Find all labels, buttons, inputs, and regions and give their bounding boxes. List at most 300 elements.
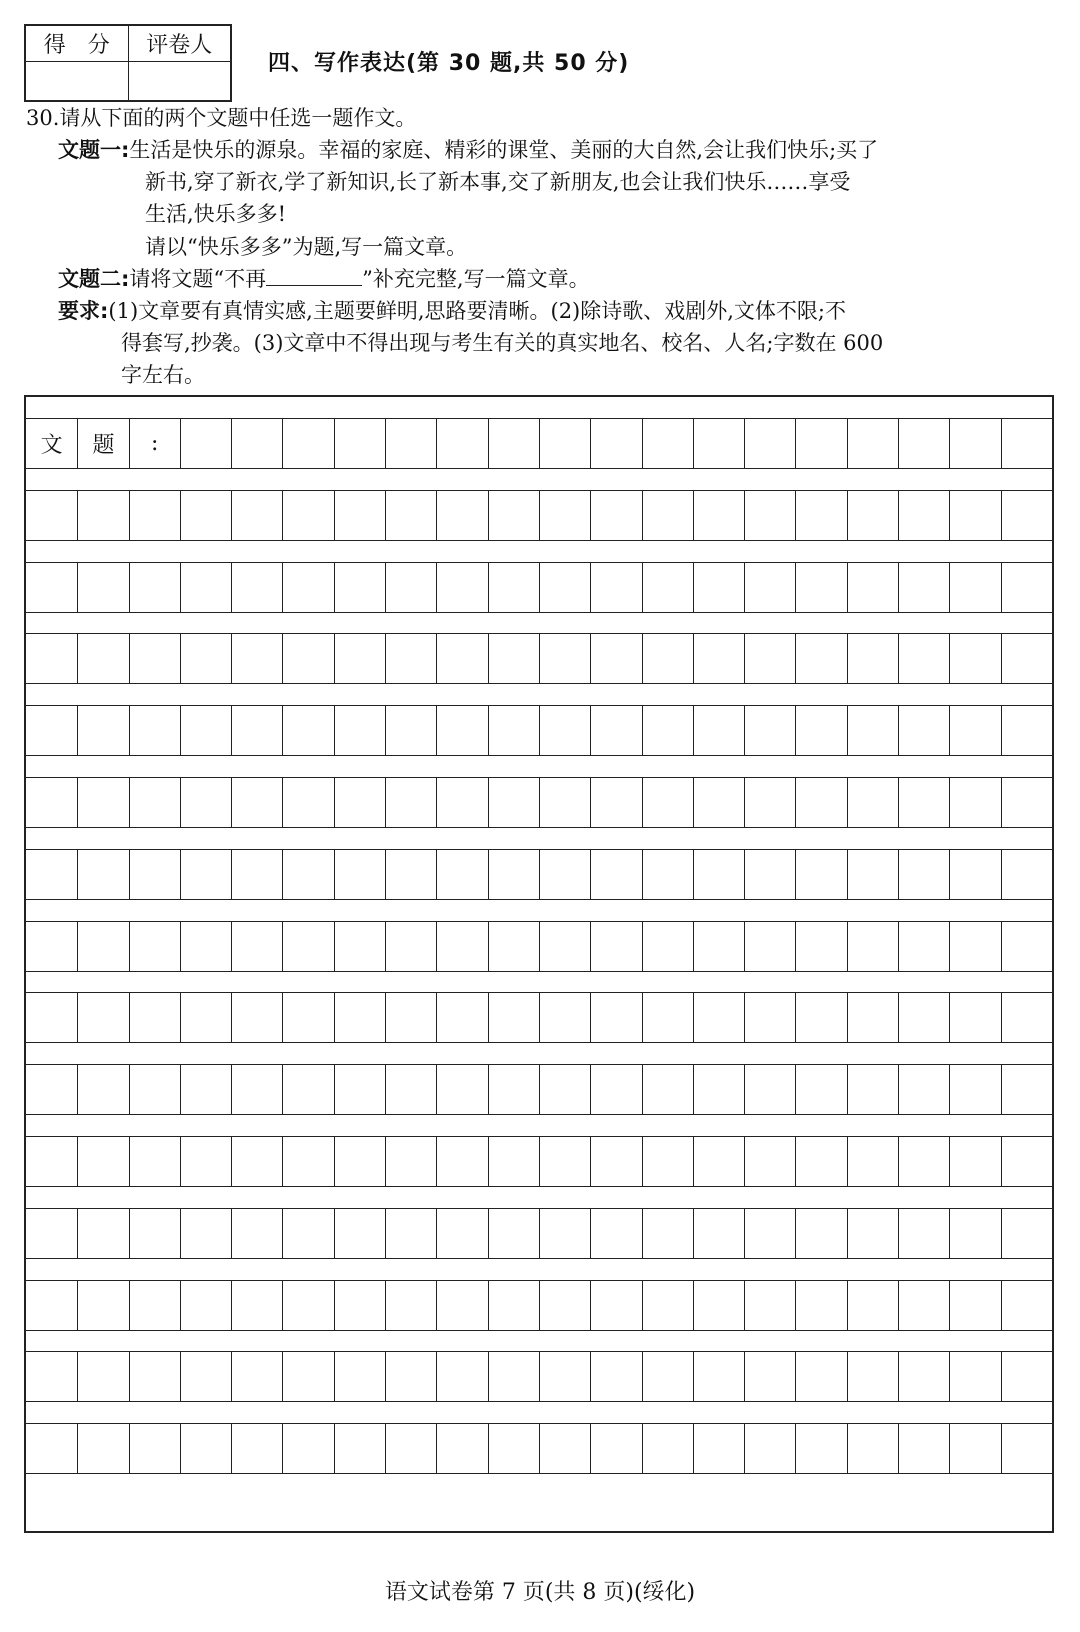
- writing-cell[interactable]: [436, 850, 487, 899]
- writing-row[interactable]: [26, 921, 1052, 972]
- writing-cell[interactable]: [898, 778, 949, 827]
- writing-cell[interactable]: [949, 1281, 1000, 1330]
- writing-cell[interactable]: [282, 706, 333, 755]
- writing-cell[interactable]: [129, 634, 180, 683]
- writing-cell[interactable]: [282, 1352, 333, 1401]
- writing-row[interactable]: [26, 705, 1052, 756]
- title-cell[interactable]: [334, 419, 385, 468]
- title-cell[interactable]: [282, 419, 333, 468]
- writing-cell[interactable]: [1001, 1137, 1052, 1186]
- writing-cell[interactable]: [129, 563, 180, 612]
- writing-cell[interactable]: [898, 922, 949, 971]
- writing-cell[interactable]: [26, 1281, 77, 1330]
- writing-cell[interactable]: [795, 993, 846, 1042]
- writing-cell[interactable]: [436, 491, 487, 540]
- writing-row[interactable]: [26, 1351, 1052, 1402]
- writing-cell[interactable]: [949, 1424, 1000, 1473]
- writing-cell[interactable]: [642, 706, 693, 755]
- writing-cell[interactable]: [488, 491, 539, 540]
- writing-grid[interactable]: [24, 395, 1054, 1533]
- writing-cell[interactable]: [488, 850, 539, 899]
- writing-cell[interactable]: [590, 491, 641, 540]
- writing-cell[interactable]: [590, 1209, 641, 1258]
- writing-cell[interactable]: [847, 1281, 898, 1330]
- writing-cell[interactable]: [385, 1352, 436, 1401]
- writing-cell[interactable]: [539, 563, 590, 612]
- writing-cell[interactable]: [744, 634, 795, 683]
- writing-cell[interactable]: [795, 1352, 846, 1401]
- writing-cell[interactable]: [642, 993, 693, 1042]
- writing-cell[interactable]: [26, 1424, 77, 1473]
- writing-cell[interactable]: [898, 850, 949, 899]
- writing-cell[interactable]: [693, 1209, 744, 1258]
- writing-cell[interactable]: [847, 1424, 898, 1473]
- writing-cell[interactable]: [949, 922, 1000, 971]
- writing-cell[interactable]: [1001, 993, 1052, 1042]
- writing-cell[interactable]: [539, 850, 590, 899]
- writing-cell[interactable]: [129, 706, 180, 755]
- writing-row[interactable]: [26, 849, 1052, 900]
- writing-cell[interactable]: [77, 922, 128, 971]
- writing-row[interactable]: [26, 490, 1052, 541]
- score-input-cell[interactable]: [25, 62, 128, 102]
- writing-cell[interactable]: [436, 1352, 487, 1401]
- writing-cell[interactable]: [539, 778, 590, 827]
- writing-cell[interactable]: [488, 778, 539, 827]
- writing-cell[interactable]: [744, 563, 795, 612]
- writing-cell[interactable]: [744, 706, 795, 755]
- writing-cell[interactable]: [949, 993, 1000, 1042]
- writing-cell[interactable]: [898, 1137, 949, 1186]
- writing-cell[interactable]: [231, 706, 282, 755]
- writing-row[interactable]: [26, 992, 1052, 1043]
- writing-cell[interactable]: [282, 778, 333, 827]
- writing-cell[interactable]: [385, 1424, 436, 1473]
- writing-cell[interactable]: [385, 993, 436, 1042]
- writing-cell[interactable]: [744, 1281, 795, 1330]
- writing-cell[interactable]: [231, 850, 282, 899]
- writing-cell[interactable]: [590, 922, 641, 971]
- writing-cell[interactable]: [847, 922, 898, 971]
- writing-cell[interactable]: [539, 1137, 590, 1186]
- writing-cell[interactable]: [693, 1352, 744, 1401]
- writing-cell[interactable]: [282, 1424, 333, 1473]
- writing-cell[interactable]: [77, 1137, 128, 1186]
- writing-cell[interactable]: [282, 491, 333, 540]
- writing-cell[interactable]: [795, 1137, 846, 1186]
- writing-cell[interactable]: [795, 563, 846, 612]
- writing-cell[interactable]: [77, 1209, 128, 1258]
- writing-cell[interactable]: [898, 1281, 949, 1330]
- writing-cell[interactable]: [642, 634, 693, 683]
- writing-cell[interactable]: [693, 491, 744, 540]
- writing-cell[interactable]: [385, 1209, 436, 1258]
- writing-cell[interactable]: [282, 850, 333, 899]
- writing-cell[interactable]: [642, 1209, 693, 1258]
- writing-cell[interactable]: [334, 922, 385, 971]
- writing-cell[interactable]: [949, 706, 1000, 755]
- writing-cell[interactable]: [282, 1281, 333, 1330]
- writing-cell[interactable]: [26, 1352, 77, 1401]
- writing-cell[interactable]: [590, 850, 641, 899]
- writing-cell[interactable]: [334, 491, 385, 540]
- writing-cell[interactable]: [129, 1209, 180, 1258]
- writing-cell[interactable]: [642, 850, 693, 899]
- writing-cell[interactable]: [77, 1424, 128, 1473]
- writing-cell[interactable]: [590, 1352, 641, 1401]
- writing-cell[interactable]: [385, 706, 436, 755]
- writing-cell[interactable]: [385, 1137, 436, 1186]
- writing-cell[interactable]: [180, 1065, 231, 1114]
- writing-cell[interactable]: [590, 1137, 641, 1186]
- writing-cell[interactable]: [77, 993, 128, 1042]
- writing-cell[interactable]: [590, 778, 641, 827]
- writing-cell[interactable]: [693, 993, 744, 1042]
- writing-cell[interactable]: [26, 922, 77, 971]
- writing-row[interactable]: [26, 633, 1052, 684]
- writing-cell[interactable]: [642, 1352, 693, 1401]
- title-cell[interactable]: [385, 419, 436, 468]
- title-cell[interactable]: [180, 419, 231, 468]
- writing-cell[interactable]: [180, 634, 231, 683]
- writing-cell[interactable]: [795, 1281, 846, 1330]
- writing-cell[interactable]: [231, 1424, 282, 1473]
- writing-row[interactable]: [26, 1423, 1052, 1474]
- writing-cell[interactable]: [539, 1281, 590, 1330]
- title-cell[interactable]: [642, 419, 693, 468]
- writing-cell[interactable]: [795, 1424, 846, 1473]
- writing-cell[interactable]: [180, 491, 231, 540]
- writing-cell[interactable]: [26, 778, 77, 827]
- writing-cell[interactable]: [385, 778, 436, 827]
- writing-cell[interactable]: [26, 706, 77, 755]
- writing-cell[interactable]: [539, 1209, 590, 1258]
- writing-cell[interactable]: [949, 1065, 1000, 1114]
- writing-cell[interactable]: [436, 563, 487, 612]
- writing-cell[interactable]: [129, 1352, 180, 1401]
- writing-cell[interactable]: [693, 1137, 744, 1186]
- writing-cell[interactable]: [949, 1137, 1000, 1186]
- writing-cell[interactable]: [231, 563, 282, 612]
- writing-cell[interactable]: [180, 993, 231, 1042]
- writing-cell[interactable]: [488, 1137, 539, 1186]
- writing-cell[interactable]: [1001, 1424, 1052, 1473]
- writing-cell[interactable]: [129, 1137, 180, 1186]
- writing-row[interactable]: [26, 562, 1052, 613]
- title-cell[interactable]: [539, 419, 590, 468]
- writing-cell[interactable]: [282, 563, 333, 612]
- writing-cell[interactable]: [847, 634, 898, 683]
- writing-cell[interactable]: [282, 1209, 333, 1258]
- writing-cell[interactable]: [180, 1137, 231, 1186]
- writing-cell[interactable]: [795, 922, 846, 971]
- writing-cell[interactable]: [231, 1065, 282, 1114]
- writing-cell[interactable]: [795, 850, 846, 899]
- writing-cell[interactable]: [334, 1065, 385, 1114]
- writing-cell[interactable]: [129, 778, 180, 827]
- writing-cell[interactable]: [795, 1065, 846, 1114]
- writing-cell[interactable]: [949, 1352, 1000, 1401]
- writing-cell[interactable]: [231, 1137, 282, 1186]
- writing-cell[interactable]: [180, 778, 231, 827]
- title-cell[interactable]: [693, 419, 744, 468]
- writing-cell[interactable]: [1001, 634, 1052, 683]
- writing-cell[interactable]: [385, 922, 436, 971]
- writing-cell[interactable]: [385, 491, 436, 540]
- writing-cell[interactable]: [180, 563, 231, 612]
- writing-cell[interactable]: [334, 1352, 385, 1401]
- writing-cell[interactable]: [180, 1352, 231, 1401]
- writing-cell[interactable]: [334, 563, 385, 612]
- writing-cell[interactable]: [847, 491, 898, 540]
- writing-cell[interactable]: [847, 1065, 898, 1114]
- writing-cell[interactable]: [693, 1281, 744, 1330]
- writing-cell[interactable]: [129, 850, 180, 899]
- writing-cell[interactable]: [385, 1281, 436, 1330]
- writing-cell[interactable]: [77, 634, 128, 683]
- writing-cell[interactable]: [129, 1281, 180, 1330]
- writing-cell[interactable]: [539, 491, 590, 540]
- writing-cell[interactable]: [26, 563, 77, 612]
- writing-cell[interactable]: [129, 922, 180, 971]
- writing-cell[interactable]: [795, 634, 846, 683]
- writing-cell[interactable]: [642, 1281, 693, 1330]
- writing-cell[interactable]: [488, 1281, 539, 1330]
- writing-cell[interactable]: [898, 563, 949, 612]
- writing-cell[interactable]: [539, 1424, 590, 1473]
- writing-cell[interactable]: [539, 1065, 590, 1114]
- writing-cell[interactable]: [744, 850, 795, 899]
- writing-cell[interactable]: [282, 1137, 333, 1186]
- writing-cell[interactable]: [590, 563, 641, 612]
- writing-cell[interactable]: [334, 778, 385, 827]
- writing-cell[interactable]: [77, 563, 128, 612]
- writing-cell[interactable]: [26, 993, 77, 1042]
- writing-cell[interactable]: [1001, 1065, 1052, 1114]
- writing-cell[interactable]: [436, 706, 487, 755]
- writing-cell[interactable]: [77, 1352, 128, 1401]
- writing-cell[interactable]: [26, 491, 77, 540]
- writing-cell[interactable]: [744, 1352, 795, 1401]
- writing-cell[interactable]: [693, 634, 744, 683]
- writing-row[interactable]: [26, 1064, 1052, 1115]
- writing-cell[interactable]: [744, 1137, 795, 1186]
- writing-cell[interactable]: [744, 1065, 795, 1114]
- writing-cell[interactable]: [539, 634, 590, 683]
- writing-cell[interactable]: [539, 993, 590, 1042]
- writing-cell[interactable]: [282, 922, 333, 971]
- writing-cell[interactable]: [1001, 1209, 1052, 1258]
- writing-cell[interactable]: [26, 1209, 77, 1258]
- writing-cell[interactable]: [488, 1065, 539, 1114]
- writing-cell[interactable]: [334, 993, 385, 1042]
- writing-cell[interactable]: [949, 634, 1000, 683]
- title-cell[interactable]: [1001, 419, 1052, 468]
- writing-cell[interactable]: [436, 922, 487, 971]
- writing-cell[interactable]: [231, 993, 282, 1042]
- writing-cell[interactable]: [847, 850, 898, 899]
- writing-cell[interactable]: [642, 778, 693, 827]
- writing-cell[interactable]: [436, 1209, 487, 1258]
- writing-cell[interactable]: [385, 563, 436, 612]
- writing-cell[interactable]: [488, 993, 539, 1042]
- writing-cell[interactable]: [590, 1281, 641, 1330]
- writing-cell[interactable]: [334, 850, 385, 899]
- writing-cell[interactable]: [1001, 563, 1052, 612]
- writing-cell[interactable]: [949, 1209, 1000, 1258]
- title-cell[interactable]: [231, 419, 282, 468]
- writing-cell[interactable]: [847, 563, 898, 612]
- writing-cell[interactable]: [231, 1209, 282, 1258]
- writing-cell[interactable]: [795, 491, 846, 540]
- writing-cell[interactable]: [847, 993, 898, 1042]
- writing-cell[interactable]: [231, 634, 282, 683]
- writing-cell[interactable]: [26, 850, 77, 899]
- writing-cell[interactable]: [129, 1065, 180, 1114]
- writing-cell[interactable]: [180, 850, 231, 899]
- writing-cell[interactable]: [693, 922, 744, 971]
- writing-cell[interactable]: [590, 706, 641, 755]
- writing-cell[interactable]: [642, 922, 693, 971]
- writing-cell[interactable]: [949, 563, 1000, 612]
- writing-cell[interactable]: [385, 634, 436, 683]
- writing-cell[interactable]: [744, 993, 795, 1042]
- writing-cell[interactable]: [847, 1352, 898, 1401]
- writing-cell[interactable]: [693, 778, 744, 827]
- title-cell[interactable]: [795, 419, 846, 468]
- writing-cell[interactable]: [488, 634, 539, 683]
- writing-cell[interactable]: [949, 850, 1000, 899]
- writing-cell[interactable]: [539, 922, 590, 971]
- writing-cell[interactable]: [436, 1424, 487, 1473]
- writing-row[interactable]: [26, 1208, 1052, 1259]
- writing-cell[interactable]: [795, 778, 846, 827]
- writing-cell[interactable]: [334, 1137, 385, 1186]
- writing-cell[interactable]: [488, 922, 539, 971]
- writing-cell[interactable]: [334, 706, 385, 755]
- writing-cell[interactable]: [77, 1281, 128, 1330]
- writing-cell[interactable]: [488, 1352, 539, 1401]
- writing-cell[interactable]: [539, 1352, 590, 1401]
- writing-cell[interactable]: [898, 491, 949, 540]
- title-cell[interactable]: [436, 419, 487, 468]
- writing-cell[interactable]: [590, 1065, 641, 1114]
- writing-cell[interactable]: [642, 1424, 693, 1473]
- writing-cell[interactable]: [488, 563, 539, 612]
- writing-row[interactable]: [26, 1280, 1052, 1331]
- writing-cell[interactable]: [77, 1065, 128, 1114]
- writing-cell[interactable]: [693, 850, 744, 899]
- title-cell[interactable]: [590, 419, 641, 468]
- writing-cell[interactable]: [282, 634, 333, 683]
- writing-cell[interactable]: [590, 1424, 641, 1473]
- writing-cell[interactable]: [334, 1424, 385, 1473]
- writing-cell[interactable]: [693, 706, 744, 755]
- writing-cell[interactable]: [693, 563, 744, 612]
- writing-cell[interactable]: [436, 993, 487, 1042]
- writing-cell[interactable]: [129, 491, 180, 540]
- writing-cell[interactable]: [1001, 778, 1052, 827]
- grader-input-cell[interactable]: [128, 62, 231, 102]
- writing-cell[interactable]: [334, 1281, 385, 1330]
- writing-cell[interactable]: [898, 1424, 949, 1473]
- title-row[interactable]: [26, 418, 1052, 469]
- writing-cell[interactable]: [77, 850, 128, 899]
- writing-cell[interactable]: [590, 993, 641, 1042]
- writing-cell[interactable]: [180, 922, 231, 971]
- title-cell[interactable]: [744, 419, 795, 468]
- writing-cell[interactable]: [642, 491, 693, 540]
- writing-cell[interactable]: [847, 1209, 898, 1258]
- writing-cell[interactable]: [744, 1424, 795, 1473]
- writing-cell[interactable]: [898, 1209, 949, 1258]
- writing-cell[interactable]: [282, 1065, 333, 1114]
- writing-cell[interactable]: [898, 634, 949, 683]
- writing-cell[interactable]: [77, 706, 128, 755]
- writing-cell[interactable]: [847, 706, 898, 755]
- writing-cell[interactable]: [744, 778, 795, 827]
- writing-cell[interactable]: [539, 706, 590, 755]
- writing-cell[interactable]: [231, 491, 282, 540]
- writing-cell[interactable]: [26, 1065, 77, 1114]
- writing-cell[interactable]: [334, 634, 385, 683]
- writing-cell[interactable]: [642, 1065, 693, 1114]
- writing-cell[interactable]: [385, 1065, 436, 1114]
- writing-cell[interactable]: [744, 491, 795, 540]
- writing-cell[interactable]: [436, 1065, 487, 1114]
- writing-cell[interactable]: [180, 1209, 231, 1258]
- writing-cell[interactable]: [744, 1209, 795, 1258]
- writing-cell[interactable]: [385, 850, 436, 899]
- writing-cell[interactable]: [334, 1209, 385, 1258]
- title-cell[interactable]: [847, 419, 898, 468]
- writing-cell[interactable]: [898, 993, 949, 1042]
- writing-cell[interactable]: [847, 778, 898, 827]
- writing-cell[interactable]: [1001, 850, 1052, 899]
- writing-cell[interactable]: [488, 1209, 539, 1258]
- writing-cell[interactable]: [488, 1424, 539, 1473]
- title-cell[interactable]: [488, 419, 539, 468]
- writing-row[interactable]: [26, 777, 1052, 828]
- writing-cell[interactable]: [231, 922, 282, 971]
- writing-cell[interactable]: [642, 1137, 693, 1186]
- writing-cell[interactable]: [1001, 706, 1052, 755]
- writing-cell[interactable]: [231, 778, 282, 827]
- title-cell[interactable]: [898, 419, 949, 468]
- writing-cell[interactable]: [436, 1281, 487, 1330]
- writing-cell[interactable]: [282, 993, 333, 1042]
- writing-cell[interactable]: [1001, 922, 1052, 971]
- writing-cell[interactable]: [693, 1424, 744, 1473]
- writing-cell[interactable]: [1001, 491, 1052, 540]
- writing-cell[interactable]: [180, 706, 231, 755]
- writing-cell[interactable]: [129, 993, 180, 1042]
- writing-cell[interactable]: [436, 634, 487, 683]
- writing-cell[interactable]: [26, 1137, 77, 1186]
- writing-cell[interactable]: [744, 922, 795, 971]
- writing-cell[interactable]: [488, 706, 539, 755]
- writing-cell[interactable]: [847, 1137, 898, 1186]
- writing-cell[interactable]: [436, 1137, 487, 1186]
- writing-cell[interactable]: [693, 1065, 744, 1114]
- writing-cell[interactable]: [898, 1065, 949, 1114]
- writing-cell[interactable]: [180, 1281, 231, 1330]
- writing-cell[interactable]: [77, 778, 128, 827]
- writing-cell[interactable]: [129, 1424, 180, 1473]
- writing-cell[interactable]: [590, 634, 641, 683]
- writing-cell[interactable]: [898, 1352, 949, 1401]
- writing-cell[interactable]: [1001, 1281, 1052, 1330]
